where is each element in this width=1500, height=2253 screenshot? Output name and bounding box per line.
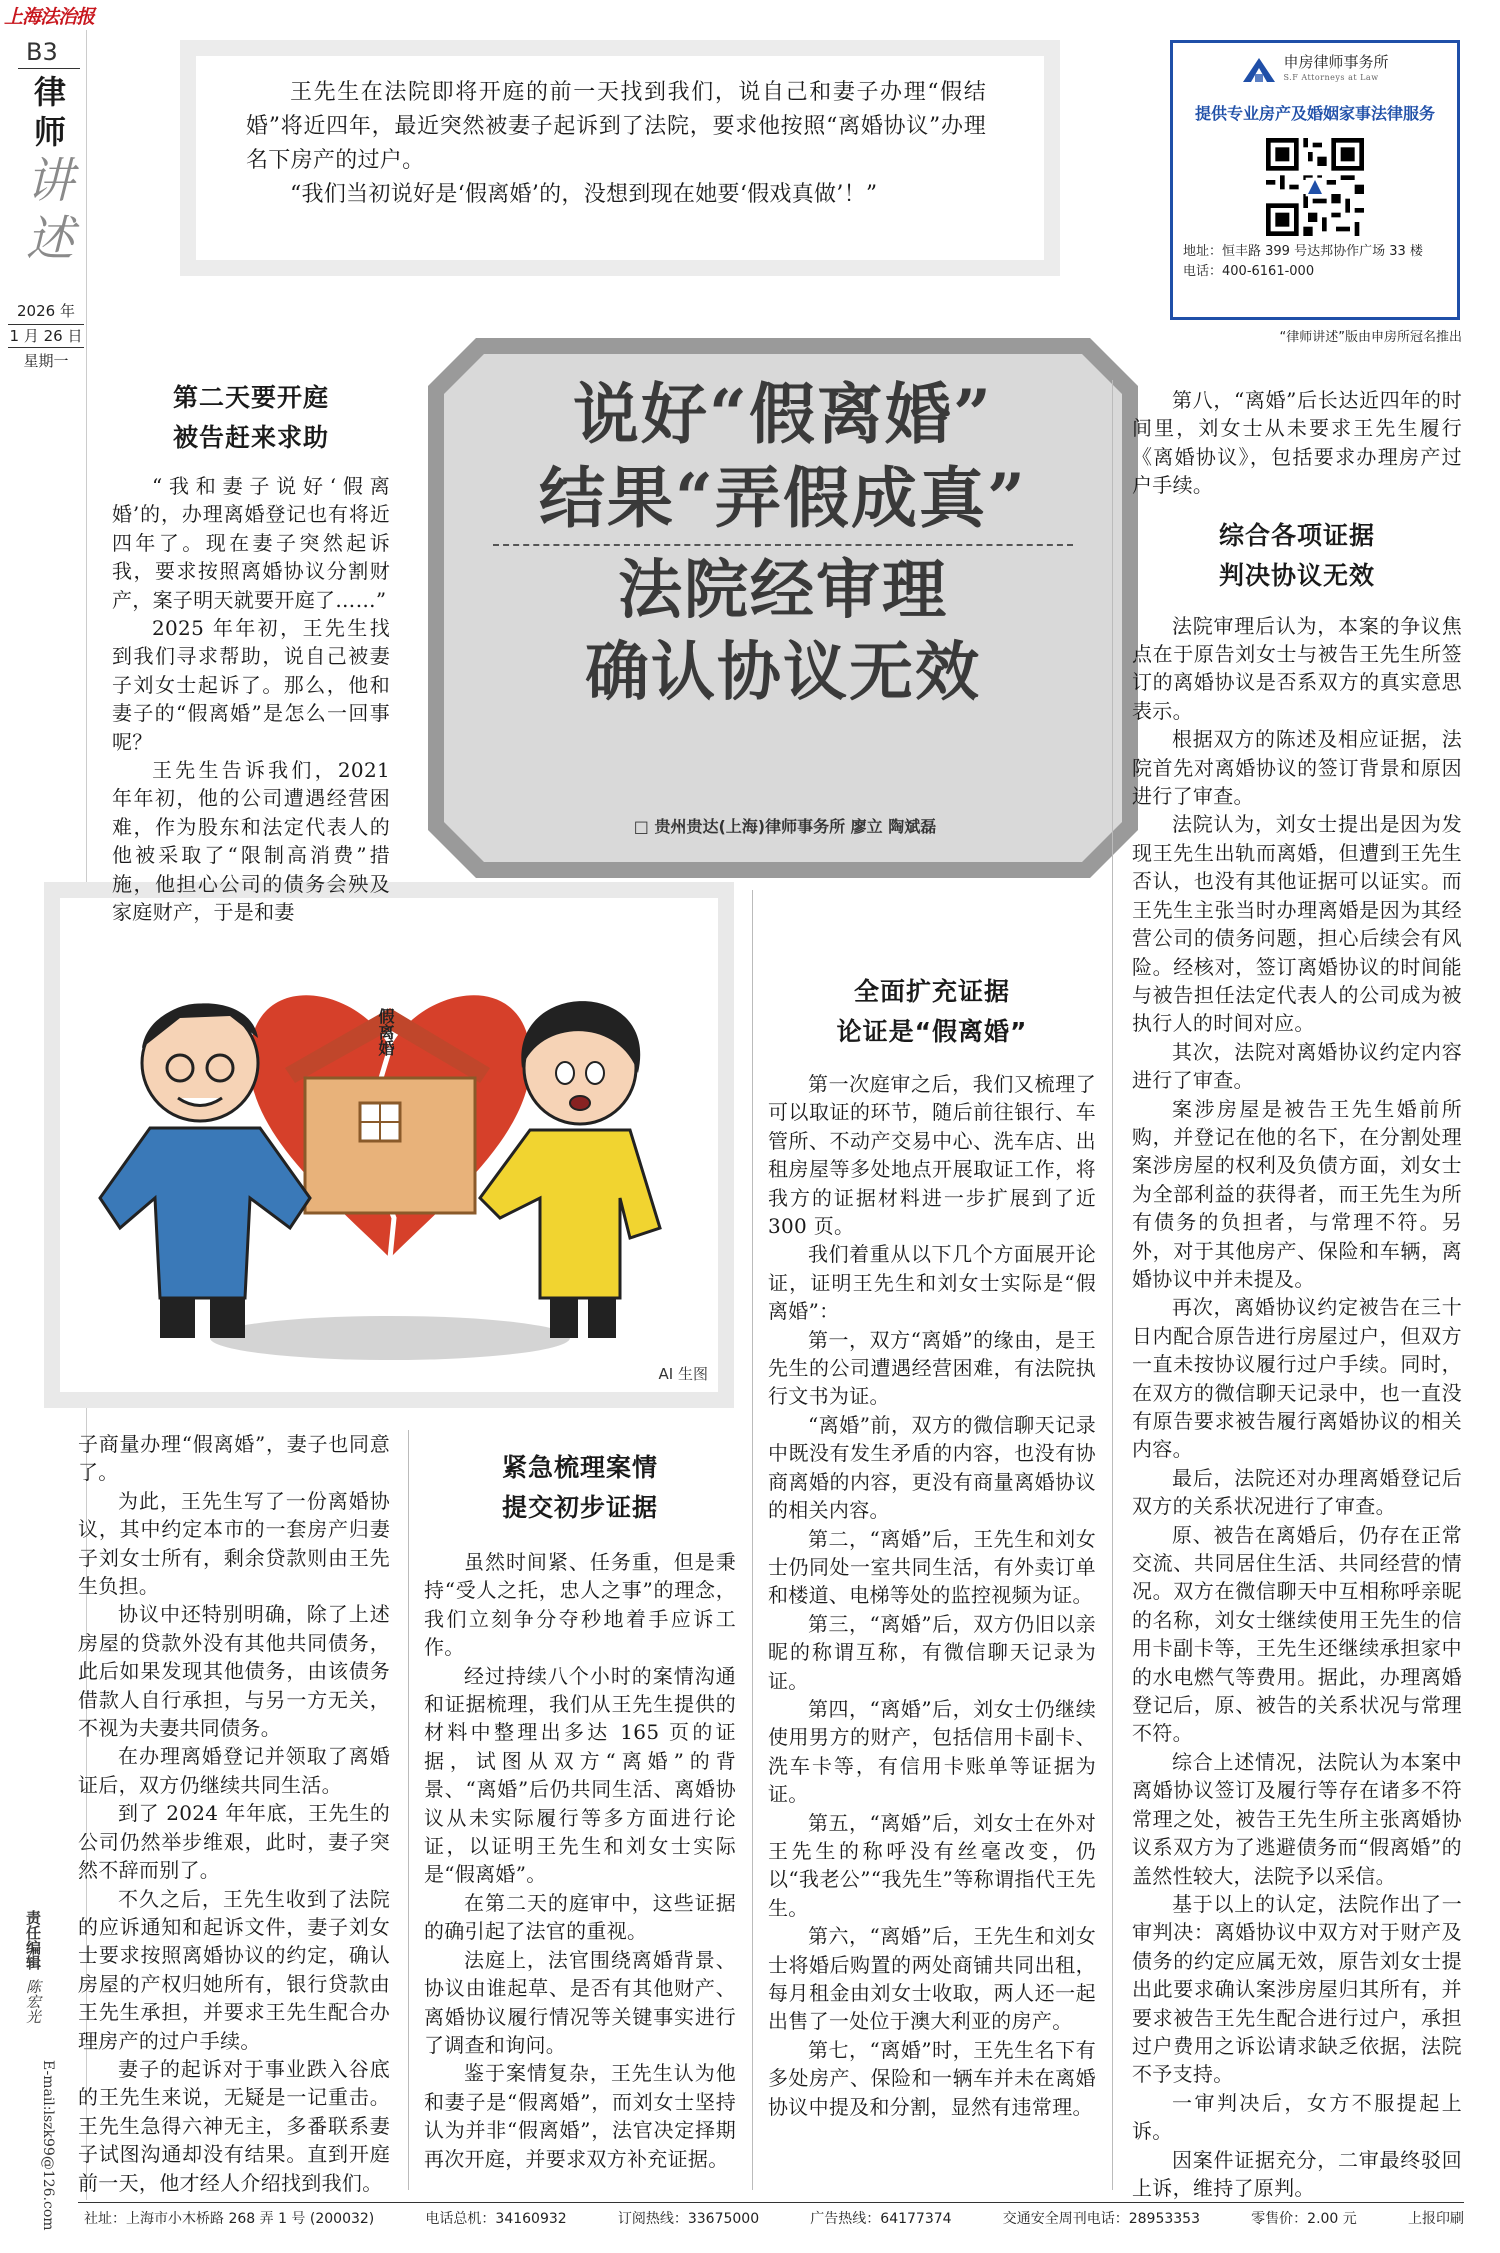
intro-quote: “我们当初说好是‘假离婚’的，没想到现在她要‘假戏真做’！” bbox=[290, 182, 878, 207]
body-paragraph: “我和妻子说好‘假离婚’的，办理离婚登记也有将近四年了。现在妻子突然起诉我，要求按照离婚协议分割财产，案子明天就要开庭了……” bbox=[112, 474, 390, 612]
body-paragraph: 第六，“离婚”后，王先生和刘女士将婚后购置的两处商铺共同出租，每月租金由刘女士收取，两人还一起出售了一处位于澳大利亚的房产。 bbox=[768, 1924, 1096, 2034]
footer-rule bbox=[78, 2202, 1464, 2203]
body-paragraph: 第一次庭审之后，我们又梳理了可以取证的环节，随后前往银行、车管所、不动产交易中心、洗车店、出租房屋等多处地点开展取证工作，将我方的证据材料进一步扩展到了近 300 页。 bbox=[768, 1072, 1096, 1239]
body-paragraph: 在办理离婚登记并领取了离婚证后，双方仍继续共同生活。 bbox=[78, 1744, 390, 1797]
issue-year: 2026 年 bbox=[17, 302, 75, 320]
subheading-2-line-2: 提交初步证据 bbox=[501, 1493, 658, 1522]
editor-credit bbox=[4, 1910, 44, 2180]
headline-line-2: 结果“弄假成真” bbox=[539, 459, 1027, 537]
byline: □ 贵州贵达(上海)律师事务所 廖立 陶斌磊 bbox=[633, 817, 937, 836]
body-paragraph: 法院认为，刘女士提出是因为发现王先生出轨而离婚，但遭到王先生否认，也没有其他证据可以证实。而王先生主张当时办理离婚是因为其经营公司的债务问题，担心后续会有风险。经核对，签订离婚协议的时间能与被告担任法定代表人的公司成为被执行人的时间对应。 bbox=[1132, 812, 1462, 1036]
footer-ads: 广告热线：64177374 bbox=[810, 2211, 952, 2227]
subheading-1-line-1: 第二天要开庭 bbox=[172, 383, 329, 412]
subheading-4-line-2: 判决协议无效 bbox=[1218, 560, 1375, 590]
body-paragraph: 经过持续八个小时的案情沟通和证据梳理，我们从王先生提供的材料中整理出多达 165 页的证据，试图从双方“离婚”的背景、“离婚”后仍共同生活、离婚协议从未实际履行等多方面进行论证，以证明王先生和刘女士实际是“假离婚”。 bbox=[424, 1663, 736, 1887]
body-paragraph: 其次，法院对离婚协议约定内容进行了审查。 bbox=[1132, 1039, 1462, 1093]
body-paragraph: 为此，王先生写了一份离婚协议，其中约定本市的一套房产归妻子刘女士所有，剩余贷款则由王先生负担。 bbox=[78, 1488, 390, 1599]
firm-slogan: 提供专业房产及婚姻家事法律服务 bbox=[1194, 104, 1435, 123]
issue-date bbox=[8, 300, 84, 372]
footer-address: 社址：上海市小木桥路 268 弄 1 号 (200032) bbox=[84, 2211, 375, 2227]
newspaper-logo: 上海法治报 bbox=[4, 6, 95, 28]
body-paragraph: 法院审理后认为，本案的争议焦点在于原告刘女士与被告王先生所签订的离婚协议是否系双方的真实意思表示。 bbox=[1132, 613, 1462, 723]
page-number: B3 bbox=[26, 38, 58, 66]
column-divider bbox=[752, 890, 753, 2190]
body-paragraph: 第一，双方“离婚”的缘由，是王先生的公司遭遇经营困难，有法院执行文书为证。 bbox=[768, 1327, 1096, 1409]
firm-name: 申房律师事务所 bbox=[1283, 53, 1389, 71]
footer-bar bbox=[84, 2208, 1464, 2228]
column-name-char: 述 bbox=[25, 211, 74, 267]
footer-printer: 上报印刷 bbox=[1407, 2211, 1464, 2227]
column-1-bottom bbox=[78, 1430, 390, 2197]
subheading-2-line-1: 紧急梳理案情 bbox=[501, 1453, 658, 1482]
subheading-3-line-1: 全面扩充证据 bbox=[853, 977, 1010, 1006]
body-paragraph: 因案件证据充分，二审最终驳回上诉，维持了原判。 bbox=[1132, 2147, 1462, 2200]
column-name bbox=[20, 72, 80, 268]
headline-line-4: 确认协议无效 bbox=[585, 635, 981, 710]
subheading-3-line-2: 论证是“假离婚” bbox=[836, 1017, 1028, 1046]
law-firm-ad[interactable] bbox=[1170, 40, 1460, 320]
body-paragraph: 在第二天的庭审中，这些证据的确引起了法官的重视。 bbox=[424, 1890, 736, 1944]
qr-code-icon[interactable] bbox=[1266, 138, 1364, 236]
footer-phone: 电话总机：34160932 bbox=[425, 2211, 567, 2227]
column-name-char: 律 bbox=[33, 73, 66, 111]
body-paragraph: 协议中还特别明确，除了上述房屋的贷款外没有其他共同债务，此后如果发现其他债务，由该债务借款人自行承担，与另一方无关，不视为夫妻共同债务。 bbox=[78, 1602, 390, 1741]
firm-english-name: S.F Attorneys at Law bbox=[1283, 73, 1379, 82]
column-divider bbox=[408, 1430, 409, 2190]
body-paragraph: 综合上述情况，法院认为本案中离婚协议签订及履行等存在诸多不符常理之处，被告王先生所主张离婚协议系双方为了逃避债务而“假离婚”的盖然性较大，法院予以采信。 bbox=[1132, 1749, 1462, 1888]
body-paragraph: 第三，“离婚”后，双方仍旧以亲昵的称谓互称，有微信聊天记录为证。 bbox=[768, 1611, 1096, 1693]
body-paragraph: 一审判决后，女方不服提起上诉。 bbox=[1132, 2090, 1462, 2144]
footer-subscribe: 订阅热线：33675000 bbox=[617, 2211, 760, 2227]
body-paragraph: 我们着重从以下几个方面展开论证，证明王先生和刘女士实际是“假离婚”： bbox=[768, 1242, 1096, 1324]
body-paragraph: 虽然时间紧、任务重，但是秉持“受人之托，忠人之事”的理念，我们立刻争分夺秒地着手应诉工作。 bbox=[424, 1550, 736, 1660]
intro-paragraph: 王先生在法院即将开庭的前一天找到我们，说自己和妻子办理“假结婚”将近四年，最近突然被妻子起诉到了法院，要求他按照“离婚协议”办理名下房产的过户。 bbox=[246, 80, 986, 173]
headline-line-1: 说好“假离婚” bbox=[573, 375, 993, 453]
firm-phone[interactable]: 电话：400-6161-000 bbox=[1183, 264, 1315, 279]
body-paragraph: 第四，“离婚”后，刘女士仍继续使用男方的财产，包括信用卡副卡、洗车卡等，有信用卡账单等证据为证。 bbox=[768, 1696, 1096, 1807]
headline-title bbox=[428, 372, 1138, 714]
firm-address: 地址：恒丰路 399 号达邦协作广场 33 楼 bbox=[1183, 244, 1423, 259]
column-1-top bbox=[112, 378, 390, 927]
body-paragraph: 王先生告诉我们，2021 年年初，他的公司遭遇经营困难，作为股东和法定代表人的他被采取了“限制高消费”措施，他担心公司的债务会殃及家庭财产，于是和妻 bbox=[112, 758, 390, 925]
issue-month-day: 1 月 26 日 bbox=[8, 324, 84, 348]
column-sponsor-credit: “律师讲述”版由申房所冠名推出 bbox=[1279, 330, 1462, 345]
column-divider bbox=[1112, 380, 1113, 2190]
editor-label: 责任编辑 bbox=[24, 1910, 42, 1970]
issue-weekday: 星期一 bbox=[23, 352, 69, 370]
body-paragraph: 根据双方的陈述及相应证据，法院首先对离婚协议的签订背景和原因进行了审查。 bbox=[1132, 727, 1462, 809]
body-paragraph: 原、被告在离婚后，仍存在正常交流、共同居住生活、共同经营的情况。双方在微信聊天中互相称呼亲昵的名称，刘女士继续使用王先生的信用卡副卡等，王先生还继续承担家中的水电燃气等费用。据此，办理离婚登记后，原、被告的关系状况与常理不符。 bbox=[1132, 1522, 1462, 1746]
body-paragraph: 不久之后，王先生收到了法院的应诉通知和起诉文件，妻子刘女士要求按照离婚协议的约定，确认房屋的产权归她所有，银行贷款由王先生承担，并要求王先生配合办理房产的过户手续。 bbox=[78, 1886, 390, 2053]
body-paragraph: 鉴于案情复杂，王先生认为他和妻子是“假离婚”，而刘女士坚持认为并非“假离婚”，法官决定择期再次开庭，并要求双方补充证据。 bbox=[424, 2061, 736, 2171]
subheading-4-line-1: 综合各项证据 bbox=[1218, 520, 1375, 550]
body-paragraph: 第八，“离婚”后长达近四年的时间里，刘女士从未要求王先生履行《离婚协议》，包括要求办理房产过户手续。 bbox=[1132, 388, 1462, 498]
headline-line-3: 法院经审理 bbox=[618, 553, 948, 628]
footer-price: 零售价：2.00 元 bbox=[1251, 2211, 1357, 2227]
body-paragraph: 第五，“离婚”后，刘女士在外对王先生的称呼没有丝毫改变，仍以“我老公”“我先生”等称谓指代王先生。 bbox=[768, 1810, 1096, 1920]
body-paragraph: 第七，“离婚”时，王先生名下有多处房产、保险和一辆车并未在离婚协议中提及和分割，显然有违常理。 bbox=[768, 2037, 1096, 2119]
footer-weekly: 交通安全周刊电话：28953353 bbox=[1002, 2211, 1200, 2227]
body-paragraph: 妻子的起诉对于事业跌入谷底的王先生来说，无疑是一记重击。王先生急得六神无主，多番联系妻子试图沟通却没有结果。直到开庭前一天，他才经人介绍找到我们。 bbox=[78, 2056, 390, 2195]
editor-email[interactable]: E-mail:lszk99@126.com bbox=[40, 2060, 56, 2231]
column-2 bbox=[424, 1448, 736, 2173]
body-paragraph: 子商量办理“假离婚”，妻子也同意了。 bbox=[78, 1432, 390, 1485]
masthead-rule bbox=[18, 68, 80, 69]
body-paragraph: 最后，法院还对办理离婚登记后双方的关系状况进行了审查。 bbox=[1132, 1465, 1462, 1519]
firm-logo-icon bbox=[1241, 56, 1277, 84]
body-paragraph: 再次，离婚协议约定被告在三十日内配合原告进行房屋过户，但双方一直未按协议履行过户手续。同时，在双方的微信聊天记录中，也一直没有原告要求被告履行离婚协议的相关内容。 bbox=[1132, 1295, 1462, 1462]
illustration-caption: AI 生图 bbox=[658, 1365, 708, 1383]
column-name-char: 师 bbox=[33, 113, 66, 151]
intro-box bbox=[180, 40, 1060, 276]
couple-tugging-house-illustration bbox=[60, 898, 718, 1392]
body-paragraph: 案涉房屋是被告王先生婚前所购，并登记在他的名下，在分割处理案涉房屋的权利及负债方面，刘女士为全部利益的获得者，而王先生为所有债务的负担者，与常理不符。另外，对于其他房产、保险和车辆，离婚协议中并未提及。 bbox=[1132, 1096, 1462, 1291]
body-paragraph: 到了 2024 年年底，王先生的公司仍然举步维艰，此时，妻子突然不辞而别了。 bbox=[78, 1801, 390, 1883]
body-paragraph: 2025 年年初，王先生找到我们寻求帮助，说自己被妻子刘女士起诉了。那么，他和妻子的“假离婚”是怎么一回事呢？ bbox=[112, 616, 390, 754]
headline-divider bbox=[493, 544, 1073, 546]
body-paragraph: “离婚”前，双方的微信聊天记录中既没有发生矛盾的内容，也没有协商离婚的内容，更没有商量离婚协议的相关内容。 bbox=[768, 1412, 1096, 1523]
body-paragraph: 法庭上，法官围绕离婚背景、协议由谁起草、是否有其他财产、离婚协议履行情况等关键事实进行了调查和询问。 bbox=[424, 1947, 736, 2057]
body-paragraph: 第二，“离婚”后，王先生和刘女士仍同处一室共同生活，有外卖订单和楼道、电梯等处的监控视频为证。 bbox=[768, 1526, 1096, 1608]
column-name-char: 讲 bbox=[25, 153, 74, 209]
heart-tag: 假离婚 bbox=[376, 1008, 395, 1056]
illustration-panel bbox=[44, 882, 734, 1408]
editor-name: 陈宏光 bbox=[24, 1978, 42, 2024]
column-4 bbox=[1132, 386, 1462, 2202]
body-paragraph: 基于以上的认定，法院作出了一审判决：离婚协议中双方对于财产及债务的约定应属无效，原告刘女士提出此要求确认案涉房屋归其所有，并要求被告王先生配合进行过户，承担过户费用之诉讼请求缺乏依据，法院不予支持。 bbox=[1132, 1891, 1462, 2087]
subheading-1-line-2: 被告赶来求助 bbox=[172, 423, 329, 452]
column-3 bbox=[768, 972, 1096, 2121]
